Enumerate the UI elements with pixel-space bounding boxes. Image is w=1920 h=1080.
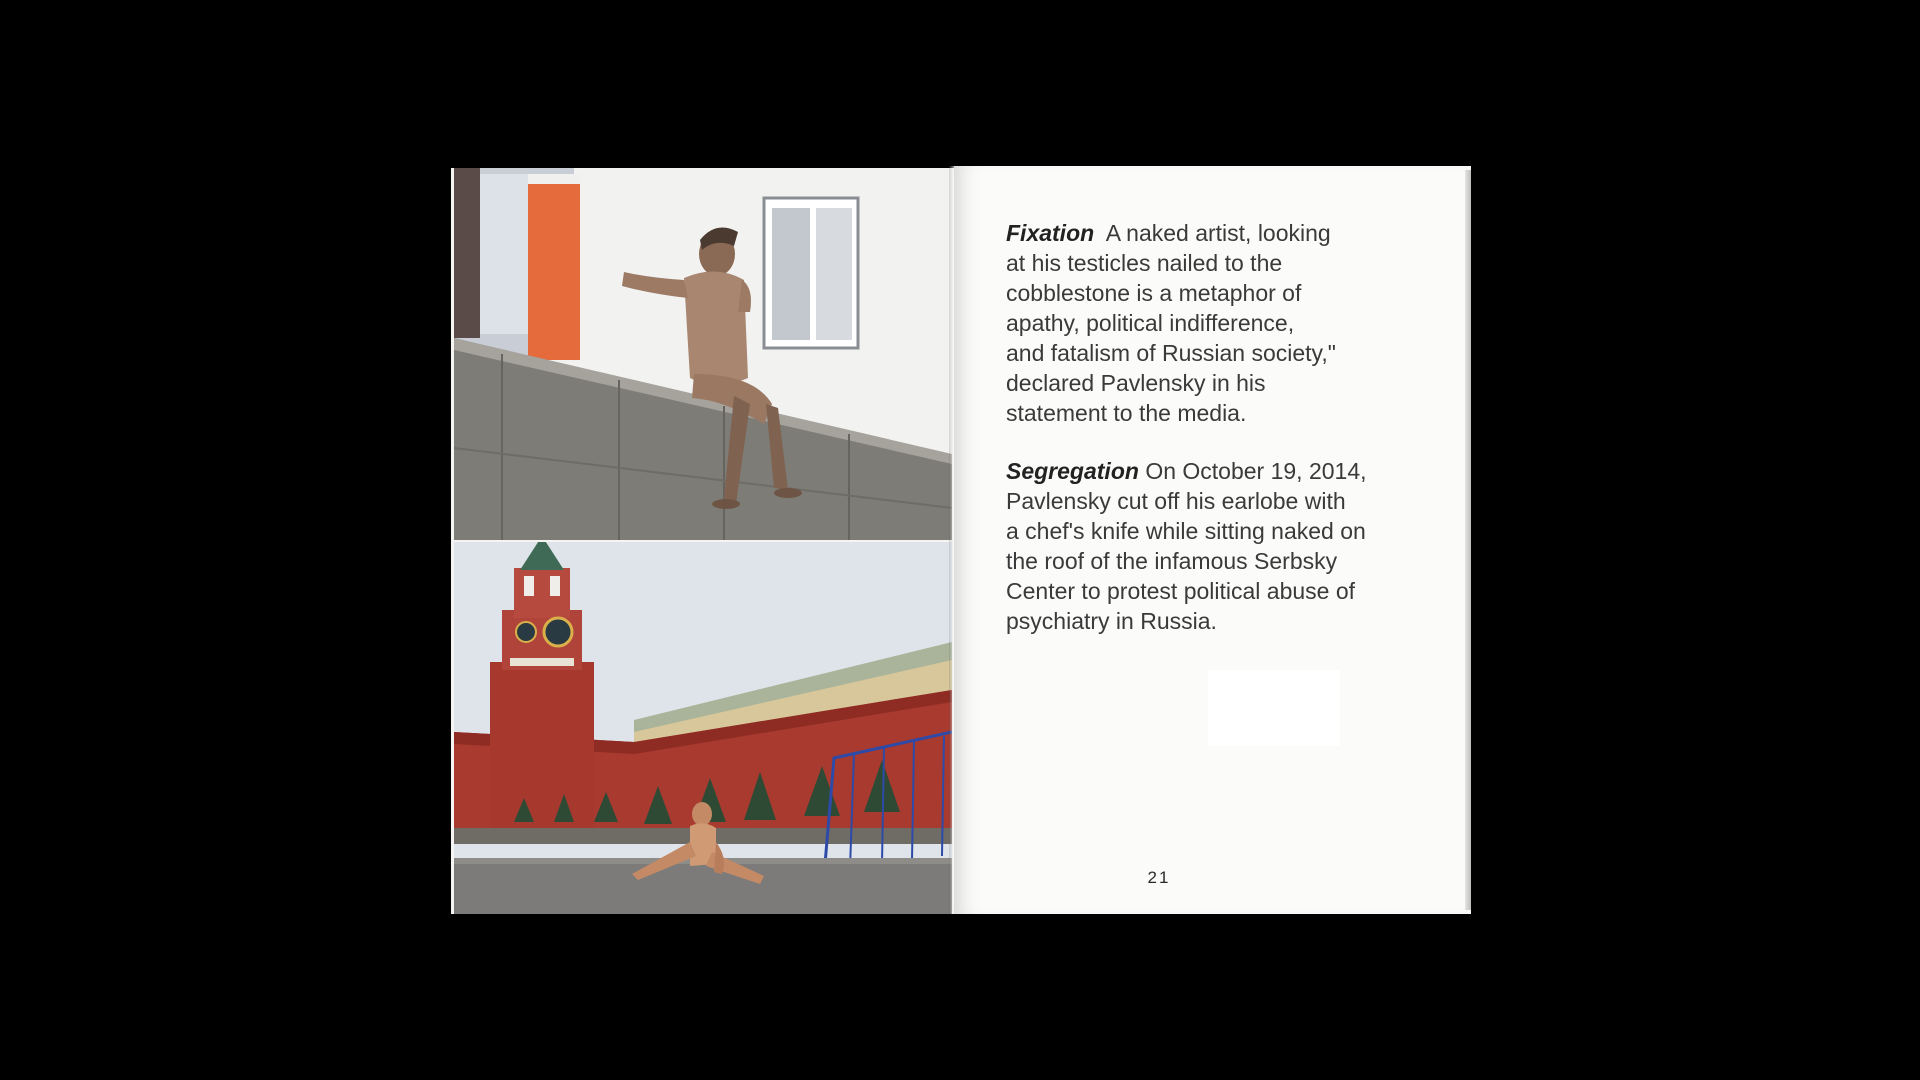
blank-patch [1208, 670, 1340, 746]
segregation-line-1: Segregation On October 19, 2014, [1006, 458, 1367, 484]
page-number: 21 [1147, 868, 1171, 887]
segregation-line-5: Center to protest political abuse of [1006, 578, 1356, 604]
fixation-line-2: at his testicles nailed to the [1006, 250, 1283, 276]
fixation-line-1: Fixation A naked artist, looking [1006, 220, 1331, 246]
photo-red-square [454, 542, 952, 914]
fixation-line-7: statement to the media. [1006, 400, 1247, 426]
red-square-photo-image [454, 542, 952, 914]
fixation-line-6: declared Pavlensky in his [1006, 370, 1266, 396]
segregation-title: Segregation [1006, 458, 1139, 484]
segregation-paragraph [1006, 456, 1426, 636]
fixation-title: Fixation [1006, 220, 1095, 246]
segregation-line-6: psychiatry in Russia. [1006, 608, 1217, 634]
fixation-line-3: cobblestone is a metaphor of [1006, 280, 1302, 306]
photo-rooftop [454, 168, 952, 540]
rooftop-photo-image [454, 168, 952, 540]
page-edge [1465, 170, 1471, 910]
segregation-line-4: the roof of the infamous Serbsky [1006, 548, 1338, 574]
left-page [451, 168, 954, 914]
fixation-line-4: apathy, political indifference, [1006, 310, 1295, 336]
open-booklet [451, 166, 1471, 914]
fixation-line-5: and fatalism of Russian society," [1006, 340, 1336, 366]
segregation-line-2: Pavlensky cut off his earlobe with [1006, 488, 1346, 514]
fixation-paragraph [1006, 218, 1426, 428]
segregation-line-3: a chef's knife while sitting naked on [1006, 518, 1366, 544]
right-page [954, 166, 1471, 914]
